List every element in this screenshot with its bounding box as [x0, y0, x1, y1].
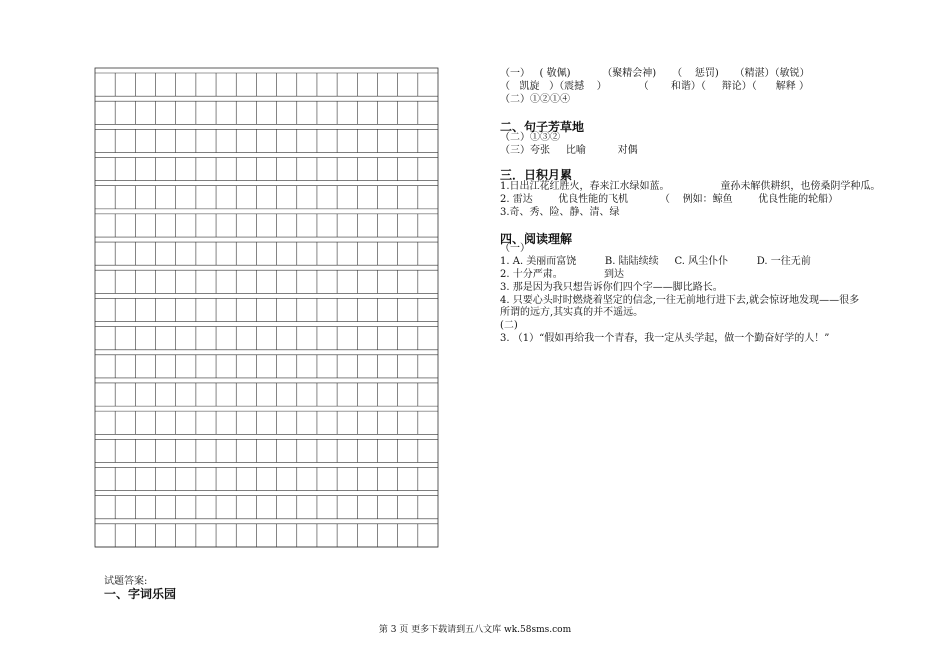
- section-title: 一、字词乐园: [104, 587, 177, 601]
- answer-line: 3. （1）“假如再给我一个青春，我一定从头学起，做一个勤奋好学的人！”: [500, 333, 830, 344]
- grid-border: [95, 68, 438, 547]
- answer-line: 2. 雷达 优良性能的飞机 （ 例如：鲸鱼 优良性能的轮船）: [500, 194, 839, 205]
- answer-line: 4. 只要心头时时燃烧着坚定的信念,一往无前地行进下去,就会惊讶地发现——很多: [500, 295, 860, 306]
- answer-line: 1. A. 美丽而富饶 B. 陆陆续续 C. 风尘仆仆 D. 一往无前: [500, 256, 811, 267]
- answer-line: 2. 十分严肃。 到达: [500, 269, 625, 280]
- answer-line: （二）①③②: [500, 132, 560, 143]
- answer-line: 3. 那是因为我只想告诉你们四个字——脚比路长。: [500, 282, 723, 293]
- answer-line: （一）: [500, 243, 530, 254]
- answer-label: 试题答案:: [104, 576, 148, 587]
- answer-line: （三）夸张 比喻 对偶: [500, 145, 638, 156]
- answer-line: 3.奇、秀、险、静、清、绿: [500, 207, 620, 218]
- answer-line: 所谓的远方,其实真的并不遥远。: [500, 307, 644, 318]
- answer-line: （二）①②①④: [500, 94, 570, 105]
- answer-line: (二): [500, 320, 518, 331]
- answer-line: （一） ( 敬佩) （聚精会神) （ 惩罚) （精湛）（敏锐）: [500, 68, 810, 79]
- section-title: 三．日积月累: [500, 168, 573, 182]
- answer-line: 1.日出江花红胜火，春来江水绿如蓝。 童孙未解供耕织，也傍桑阴学种瓜。: [500, 181, 881, 192]
- page-footer: 第 3 页 更多下载请到五八文库 wk.58sms.com: [378, 625, 572, 635]
- section-title: 四、阅读理解: [500, 232, 573, 246]
- answer-line: （ 凯旋 ）（震撼 ） （ 和谐）（ 辩论）（ 解释 ）: [500, 81, 809, 92]
- section-title: 二、句子芳草地: [500, 120, 585, 134]
